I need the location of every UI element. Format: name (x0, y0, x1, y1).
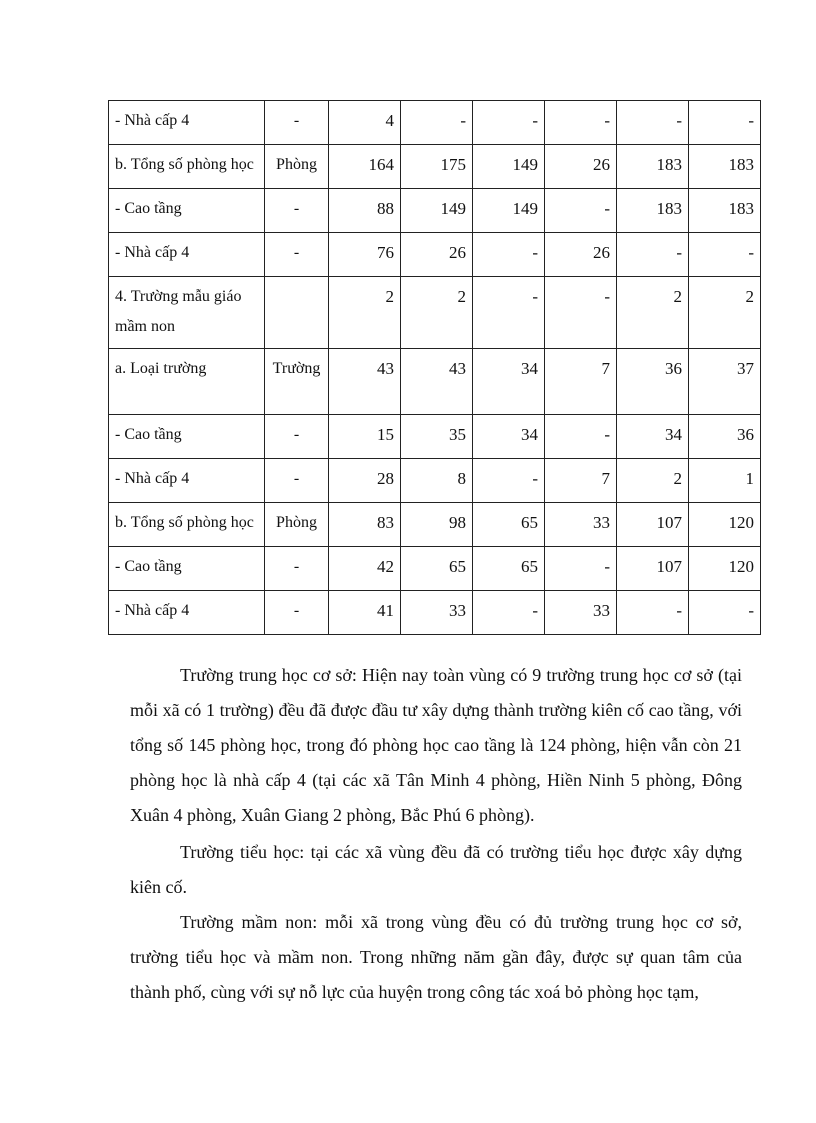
row-value: - (473, 101, 545, 145)
row-value: 4 (329, 101, 401, 145)
table-row (109, 101, 761, 145)
row-value: 107 (617, 503, 689, 547)
row-value: 26 (545, 233, 617, 277)
row-label: - Cao tầng (109, 547, 265, 591)
row-label: - Cao tầng (109, 415, 265, 459)
table-row (109, 459, 761, 503)
row-unit: - (265, 459, 329, 503)
row-value: - (473, 459, 545, 503)
row-value: 98 (401, 503, 473, 547)
table-row (109, 145, 761, 189)
row-value: 183 (689, 145, 761, 189)
paragraph-text: Trường tiểu học: tại các xã vùng đều đã có trường tiểu học được xây dựng kiên cố. (130, 842, 742, 897)
row-value: 149 (473, 145, 545, 189)
row-value: 65 (473, 503, 545, 547)
row-value: 164 (329, 145, 401, 189)
row-value: 2 (617, 459, 689, 503)
row-value: - (401, 101, 473, 145)
row-value: 28 (329, 459, 401, 503)
row-value: 2 (689, 277, 761, 349)
row-value: - (689, 233, 761, 277)
row-unit (265, 277, 329, 349)
row-value: 15 (329, 415, 401, 459)
row-value: 149 (401, 189, 473, 233)
paragraph-primary (130, 835, 742, 905)
row-unit: Trường (265, 349, 329, 415)
row-value: - (545, 189, 617, 233)
row-value: 34 (473, 349, 545, 415)
row-value: 183 (617, 189, 689, 233)
paragraph-text: Trường trung học cơ sở: Hiện nay toàn vùng có 9 trường trung học cơ sở (tại mỗi xã có 1 trường) đều đã được đầu tư xây dựng thành trường kiên cố cao tầng, với tổng số 145 phòng học, trong đó phòng học cao tầng là 124 phòng, hiện vẫn còn 21 phòng học là nhà cấp 4 (tại các xã Tân Minh 4 phòng, Hiền Ninh 5 phòng, Đông Xuân 4 phòng, Xuân Giang 2 phòng, Bắc Phú 6 phòng). (130, 665, 742, 825)
row-value: 34 (473, 415, 545, 459)
table-row (109, 233, 761, 277)
row-value: - (545, 415, 617, 459)
row-value: - (473, 591, 545, 635)
row-value: 2 (617, 277, 689, 349)
table-row (109, 349, 761, 415)
row-value: 33 (401, 591, 473, 635)
row-unit: - (265, 547, 329, 591)
table-row (109, 591, 761, 635)
row-value: 36 (689, 415, 761, 459)
row-value: 175 (401, 145, 473, 189)
row-value: 7 (545, 459, 617, 503)
row-value: 34 (617, 415, 689, 459)
row-value: 2 (401, 277, 473, 349)
table-body (109, 101, 761, 635)
row-value: 26 (401, 233, 473, 277)
row-value: 120 (689, 503, 761, 547)
row-label: a. Loại trường (109, 349, 265, 415)
row-label: - Nhà cấp 4 (109, 459, 265, 503)
row-value: 65 (473, 547, 545, 591)
row-label: - Nhà cấp 4 (109, 591, 265, 635)
table-row (109, 277, 761, 349)
row-value: 76 (329, 233, 401, 277)
row-label: - Cao tầng (109, 189, 265, 233)
row-value: 120 (689, 547, 761, 591)
row-value: 33 (545, 591, 617, 635)
row-value: - (689, 101, 761, 145)
row-value: - (473, 277, 545, 349)
row-unit: - (265, 233, 329, 277)
row-value: 35 (401, 415, 473, 459)
row-value: 183 (617, 145, 689, 189)
row-value: 83 (329, 503, 401, 547)
row-value: - (545, 101, 617, 145)
row-unit: - (265, 415, 329, 459)
row-value: 1 (689, 459, 761, 503)
row-label: - Nhà cấp 4 (109, 101, 265, 145)
paragraph-lower-secondary (130, 658, 742, 833)
row-value: 183 (689, 189, 761, 233)
row-value: 149 (473, 189, 545, 233)
row-unit: - (265, 101, 329, 145)
row-value: - (545, 547, 617, 591)
row-value: 88 (329, 189, 401, 233)
row-value: - (689, 591, 761, 635)
row-value: 33 (545, 503, 617, 547)
row-value: 65 (401, 547, 473, 591)
row-value: - (617, 591, 689, 635)
row-label: 4. Trường mẫu giáo mầm non (109, 277, 265, 349)
row-value: 7 (545, 349, 617, 415)
row-unit: - (265, 189, 329, 233)
row-value: 41 (329, 591, 401, 635)
row-value: 43 (329, 349, 401, 415)
table-row (109, 189, 761, 233)
table-row (109, 547, 761, 591)
row-value: 36 (617, 349, 689, 415)
row-label: b. Tổng số phòng học (109, 145, 265, 189)
row-value: - (617, 101, 689, 145)
row-unit: Phòng (265, 503, 329, 547)
row-value: 37 (689, 349, 761, 415)
row-value: 8 (401, 459, 473, 503)
row-unit: Phòng (265, 145, 329, 189)
row-value: - (545, 277, 617, 349)
row-value: 2 (329, 277, 401, 349)
statistics-table (108, 100, 761, 635)
row-value: 26 (545, 145, 617, 189)
row-label: - Nhà cấp 4 (109, 233, 265, 277)
paragraph-text: Trường mầm non: mỗi xã trong vùng đều có đủ trường trung học cơ sở, trường tiểu học và mầm non. Trong những năm gần đây, được sự quan tâm của thành phố, cùng với sự nỗ lực của huyện trong công tác xoá bỏ phòng học tạm, (130, 912, 742, 1002)
row-value: - (617, 233, 689, 277)
row-value: - (473, 233, 545, 277)
row-label: b. Tổng số phòng học (109, 503, 265, 547)
row-value: 43 (401, 349, 473, 415)
row-unit: - (265, 591, 329, 635)
table-row (109, 415, 761, 459)
row-value: 107 (617, 547, 689, 591)
table-row (109, 503, 761, 547)
row-value: 42 (329, 547, 401, 591)
paragraph-kindergarten (130, 905, 742, 1010)
